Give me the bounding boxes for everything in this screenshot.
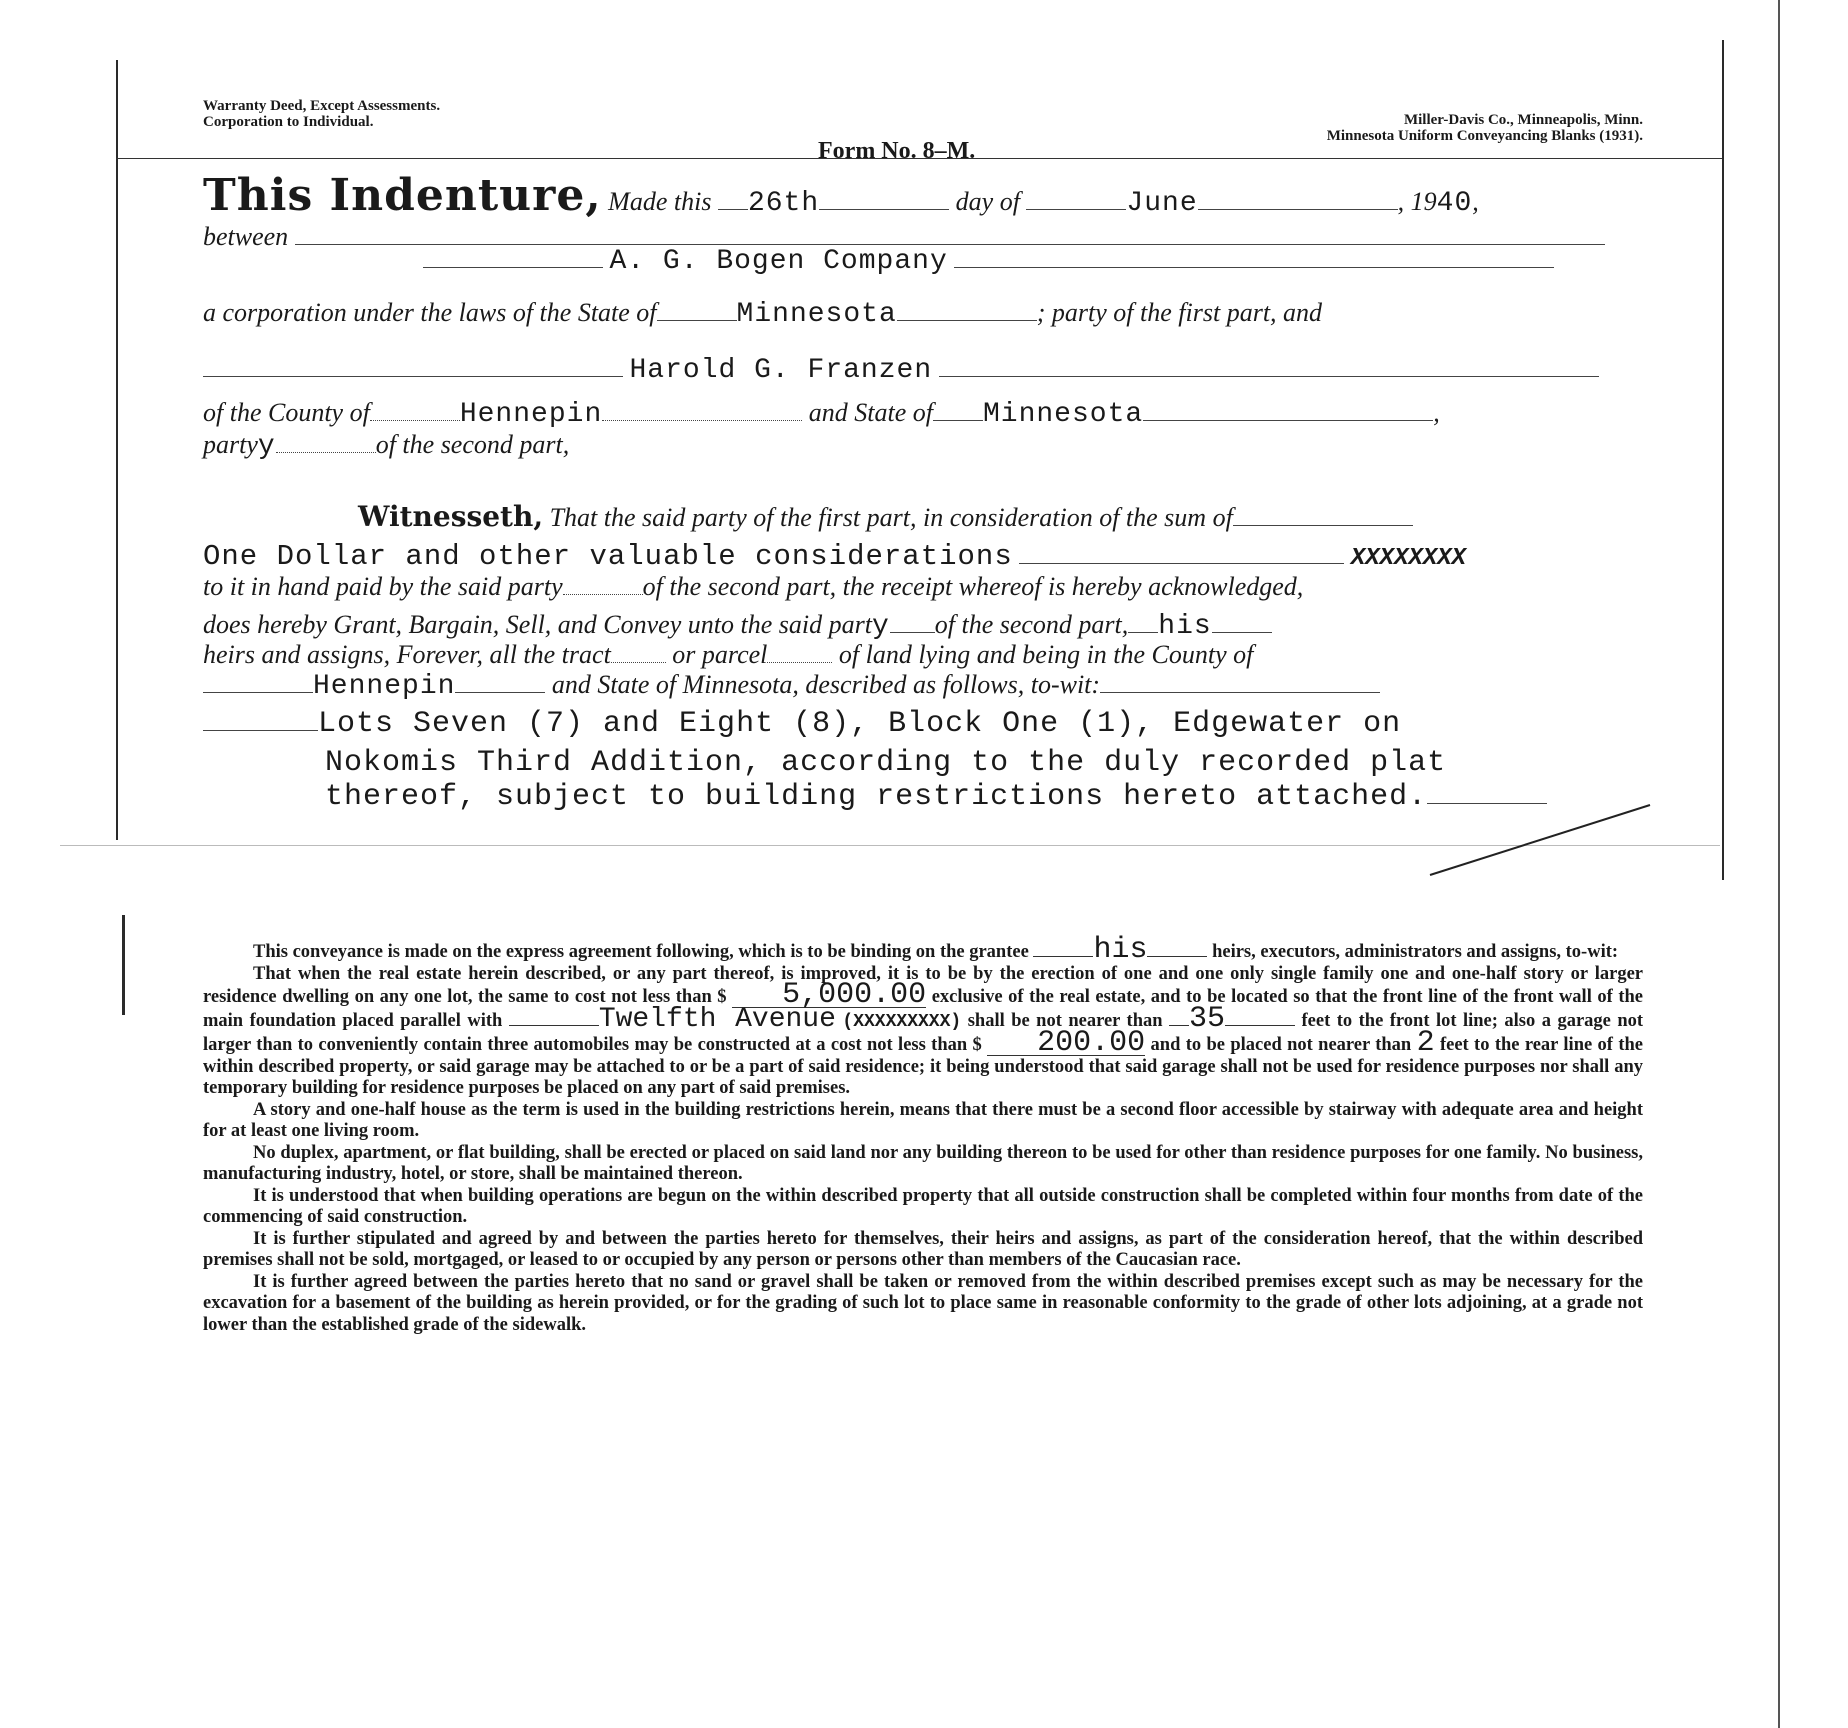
street-x-mark: (XXXXXXXXX) bbox=[842, 1011, 962, 1032]
description-line-2 bbox=[203, 746, 1648, 780]
closing-slash-mark bbox=[1420, 800, 1660, 880]
party-label: party bbox=[203, 430, 258, 459]
county-state-line bbox=[203, 670, 1648, 702]
year-prefix: , 19 bbox=[1397, 187, 1437, 216]
indenture-line: This Indenture, Made this 26th day of June , 1940, bbox=[203, 170, 1479, 221]
grant-line bbox=[203, 610, 1648, 642]
grant-second-part: of the second part, bbox=[934, 610, 1129, 639]
residence-cost-value: 5,000.00 bbox=[732, 985, 926, 1008]
county-line: of the County of Hennepin and State of Minnesota , bbox=[203, 398, 1440, 430]
form-type-line1: Warranty Deed, Except Assessments. bbox=[203, 98, 441, 114]
legal-description-3: thereof, subject to building restrictions hereto attached. bbox=[325, 780, 1428, 814]
paid-line bbox=[203, 572, 1648, 602]
day-of-label: day of bbox=[955, 187, 1020, 216]
state-value: Minnesota bbox=[982, 399, 1144, 430]
day-value: 26th bbox=[747, 188, 820, 219]
party-first-name: A. G. Bogen Company bbox=[609, 246, 948, 277]
witnesseth-line bbox=[203, 500, 1648, 533]
consideration-text: One Dollar and other valuable considerations bbox=[203, 540, 1013, 573]
publisher-line1: Miller-Davis Co., Minneapolis, Minn. bbox=[1403, 112, 1643, 128]
description-line-1 bbox=[203, 707, 1648, 741]
county-value: Hennepin bbox=[459, 399, 603, 430]
legal-description-1: Lots Seven (7) and Eight (8), Block One (1), Edgewater on bbox=[318, 707, 1402, 741]
paid-by-label: to it in hand paid by the said party bbox=[203, 572, 563, 601]
restriction-para-4: No duplex, apartment, or flat building, shall be erected or placed on said land nor any building thereon to be used for other than residence purposes for one family. No business, manufacturing industry, hotel, or store, shall be maintained thereon. bbox=[203, 1142, 1643, 1184]
party-suffix: y bbox=[257, 431, 276, 462]
grant-his: his bbox=[1158, 611, 1212, 642]
made-this-label: Made this bbox=[608, 187, 712, 216]
receipt-label: of the second part, the receipt whereof is hereby acknowledged, bbox=[642, 572, 1304, 601]
avenue-value: Twelfth Avenue bbox=[598, 1003, 836, 1035]
second-part-label: of the second part, bbox=[375, 430, 570, 459]
bracket-mark bbox=[122, 915, 125, 1015]
left-border-line bbox=[116, 60, 118, 840]
party-second-name: Harold G. Franzen bbox=[629, 355, 933, 386]
consideration-line bbox=[203, 540, 1648, 573]
land-county-value: Hennepin bbox=[313, 671, 456, 702]
rear-feet-value: 2 bbox=[1416, 1026, 1435, 1060]
corporation-state: Minnesota bbox=[736, 299, 897, 330]
form-type-line2: Corporation to Individual. bbox=[203, 114, 374, 130]
county-of-label: of the County of bbox=[203, 398, 370, 427]
restriction-para-5: It is understood that when building operations are begun on the within described property that all outside construction shall be completed within four months from date of the commencing of said construction. bbox=[203, 1185, 1643, 1227]
restriction-para-2: That when the real estate herein described, or any part thereof, is improved, it is to be by the erection of one and one only single family one and one-half story or larger residence dwelling on any one lot, the same to cost not less than $ 5,000.00 exclusive of the real estate, and to be located so that the front line of the front wall of the main foundation placed parallel with Twelfth Avenue (XXXXXXXXX) shall be not nearer than 35 feet to the front lot line; also a garage not larger than to conveniently contain three automobiles may be constructed at a cost not less than $ 200.00 and to be placed not nearer than 2 feet to the rear line of the within described property, or said garage may be attached to or be a part of said residence; it being understood that said garage shall not be used for residence purposes nor shall any temporary building for residence purposes be placed on any part of said premises. bbox=[203, 963, 1644, 1098]
grant-party-suffix: y bbox=[871, 611, 890, 642]
corporation-line bbox=[203, 298, 1648, 330]
restriction-para-6: It is further stipulated and agreed by and between the parties hereto for themselves, their heirs and assigns, as part of the consideration hereof, that the within described premises shall not be sold, mortgaged, or leased to or occupied by any person or persons other than members of the Caucasian race. bbox=[203, 1228, 1643, 1270]
right-border-line bbox=[1722, 40, 1724, 880]
witnesseth-clause: That the said party of the first part, in consideration of the sum of bbox=[549, 503, 1233, 532]
form-type-label bbox=[203, 98, 440, 130]
restriction-para-7: It is further agreed between the parties hereto that no sand or gravel shall be taken or removed from the within described premises except such as may be necessary for the excavation for a basement of the building as herein provided, or for the grading of such lot to place same in reasonable conformity to the grade of other lots adjoining, at a grade not lower than the established grade of the sidewalk. bbox=[203, 1271, 1643, 1335]
tract-label: heirs and assigns, Forever, all the tract bbox=[203, 640, 611, 669]
month-value: June bbox=[1126, 188, 1198, 219]
described-label: and State of Minnesota, described as follows, to-wit: bbox=[551, 670, 1101, 699]
publisher-line2: Minnesota Uniform Conveyancing Blanks (1931). bbox=[1326, 128, 1643, 144]
year-value: 40 bbox=[1436, 188, 1473, 219]
between-label: between bbox=[203, 222, 289, 251]
and-state-label: and State of bbox=[808, 398, 933, 427]
land-county-label: of land lying and being in the County of bbox=[838, 640, 1254, 669]
corporation-clause: a corporation under the laws of the State of bbox=[203, 298, 657, 327]
party-second-line bbox=[203, 354, 1648, 386]
grantee-his: his bbox=[1093, 933, 1148, 967]
restrictions-section bbox=[203, 933, 1644, 1336]
party-first-line bbox=[203, 245, 1648, 277]
publisher-label bbox=[1327, 112, 1643, 144]
legal-description-2: Nokomis Third Addition, according to the duly recorded plat bbox=[325, 746, 1447, 780]
garage-cost-value: 200.00 bbox=[987, 1033, 1145, 1056]
second-part-line bbox=[203, 430, 1648, 462]
restriction-para-1: This conveyance is made on the express agreement following, which is to be binding on the grantee his heirs, executors, administrators and assigns, to-wit: bbox=[253, 933, 1619, 967]
tract-line bbox=[203, 640, 1648, 670]
form-number: Form No. 8–M. bbox=[818, 138, 976, 164]
witnesseth-heading: Witnesseth, bbox=[358, 500, 544, 533]
right-edge-line bbox=[1778, 0, 1780, 1728]
parcel-label: or parcel bbox=[672, 640, 768, 669]
restriction-para-3: A story and one-half house as the term is used in the building restrictions herein, means that there must be a second floor accessible by stairway with adequate area and height for at least one living room. bbox=[203, 1099, 1643, 1141]
indenture-title: This Indenture, bbox=[203, 170, 602, 221]
consideration-x-mark: XXXXXXXX bbox=[1350, 545, 1466, 572]
party-first-label: ; party of the first part, and bbox=[1036, 298, 1323, 327]
grant-label: does hereby Grant, Bargain, Sell, and Convey unto the said part bbox=[203, 610, 872, 639]
setback-feet-value: 35 bbox=[1189, 1001, 1226, 1036]
